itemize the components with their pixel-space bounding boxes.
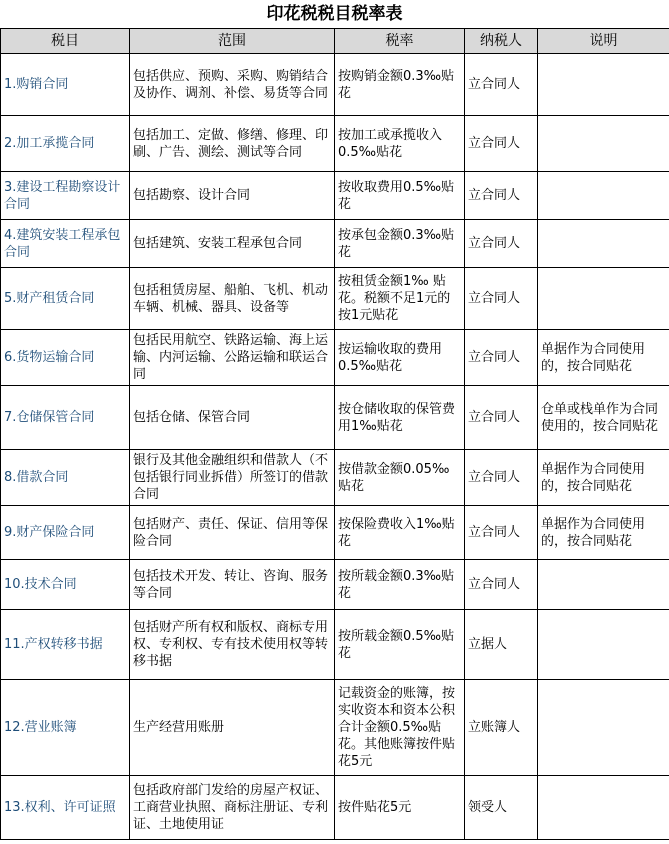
table-row [1,450,669,506]
header-rate: 税率 [335,29,465,54]
cell-payer: 立合同人 [465,220,538,268]
cell-payer: 立据人 [465,610,538,680]
table-row [1,54,669,116]
cell-tax-item: 12.营业账簿 [1,680,130,776]
cell-rate: 按承包金额0.3‰贴花 [335,220,465,268]
table-row [1,776,669,840]
cell-scope: 生产经营用账册 [130,680,335,776]
cell-scope: 包括供应、预购、采购、购销结合及协作、调剂、补偿、易货等合同 [130,54,335,116]
table-row [1,506,669,560]
cell-rate: 按仓储收取的保管费用1‰贴花 [335,386,465,450]
table-row [1,220,669,268]
cell-tax-item: 2.加工承揽合同 [1,116,130,172]
cell-payer: 立合同人 [465,560,538,610]
cell-payer: 立合同人 [465,268,538,330]
cell-scope: 包括财产、责任、保证、信用等保险合同 [130,506,335,560]
table-row [1,268,669,330]
cell-scope: 包括民用航空、铁路运输、海上运输、内河运输、公路运输和联运合同 [130,330,335,386]
cell-tax-item: 1.购销合同 [1,54,130,116]
cell-note [538,610,669,680]
cell-tax-item: 5.财产租赁合同 [1,268,130,330]
cell-rate: 按收取费用0.5‰贴花 [335,172,465,220]
header-row [1,29,669,54]
cell-payer: 立合同人 [465,54,538,116]
cell-payer: 立账簿人 [465,680,538,776]
table-row [1,116,669,172]
cell-tax-item: 11.产权转移书据 [1,610,130,680]
cell-note [538,116,669,172]
header-scope: 范围 [130,29,335,54]
cell-payer: 立合同人 [465,116,538,172]
cell-rate: 按运输收取的费用0.5‰贴花 [335,330,465,386]
cell-scope: 包括财产所有权和版权、商标专用权、专利权、专有技术使用权等转移书据 [130,610,335,680]
cell-note [538,54,669,116]
cell-note: 仓单或栈单作为合同使用的，按合同贴花 [538,386,669,450]
cell-tax-item: 9.财产保险合同 [1,506,130,560]
cell-payer: 立合同人 [465,386,538,450]
cell-scope: 包括勘察、设计合同 [130,172,335,220]
cell-scope: 包括政府部门发给的房屋产权证、工商营业执照、商标注册证、专利证、土地使用证 [130,776,335,840]
cell-tax-item: 4.建筑安装工程承包合同 [1,220,130,268]
cell-rate: 按加工或承揽收入0.5‰贴花 [335,116,465,172]
cell-scope: 包括加工、定做、修缮、修理、印刷、广告、测绘、测试等合同 [130,116,335,172]
cell-payer: 立合同人 [465,172,538,220]
header-note: 说明 [538,29,669,54]
cell-scope: 包括租赁房屋、船舶、飞机、机动车辆、机械、器具、设备等 [130,268,335,330]
table-row [1,680,669,776]
cell-note: 单据作为合同使用的，按合同贴花 [538,450,669,506]
cell-payer: 立合同人 [465,506,538,560]
table-row [1,560,669,610]
cell-note: 单据作为合同使用的，按合同贴花 [538,506,669,560]
cell-note [538,268,669,330]
cell-tax-item: 7.仓储保管合同 [1,386,130,450]
cell-rate: 按借款金额0.05‰贴花 [335,450,465,506]
table-row [1,330,669,386]
cell-rate: 按购销金额0.3‰贴花 [335,54,465,116]
cell-note [538,680,669,776]
cell-tax-item: 10.技术合同 [1,560,130,610]
cell-payer: 领受人 [465,776,538,840]
cell-rate: 记载资金的账簿，按实收资本和资本公积合计金额0.5‰贴花。其他账簿按件贴花5元 [335,680,465,776]
table-row [1,610,669,680]
table-title: 印花税税目税率表 [266,4,403,24]
cell-note [538,172,669,220]
table-row [1,386,669,450]
tax-rate-table [0,28,669,840]
cell-tax-item: 13.权利、许可证照 [1,776,130,840]
cell-rate: 按租赁金额1‰ 贴花。税额不足1元的按1元贴花 [335,268,465,330]
cell-rate: 按保险费收入1‰贴花 [335,506,465,560]
cell-tax-item: 6.货物运输合同 [1,330,130,386]
cell-note: 单据作为合同使用的，按合同贴花 [538,330,669,386]
cell-note [538,560,669,610]
cell-note [538,220,669,268]
cell-rate: 按所载金额0.5‰贴花 [335,610,465,680]
cell-scope: 银行及其他金融组织和借款人（不包括银行同业拆借）所签订的借款合同 [130,450,335,506]
cell-payer: 立合同人 [465,330,538,386]
cell-tax-item: 3.建设工程勘察设计合同 [1,172,130,220]
header-tax-item: 税目 [1,29,130,54]
table-row [1,172,669,220]
cell-rate: 按件贴花5元 [335,776,465,840]
header-payer: 纳税人 [465,29,538,54]
cell-scope: 包括建筑、安装工程承包合同 [130,220,335,268]
cell-rate: 按所载金额0.3‰贴花 [335,560,465,610]
cell-note [538,776,669,840]
cell-scope: 包括技术开发、转让、咨询、服务等合同 [130,560,335,610]
cell-scope: 包括仓储、保管合同 [130,386,335,450]
cell-payer: 立合同人 [465,450,538,506]
cell-tax-item: 8.借款合同 [1,450,130,506]
